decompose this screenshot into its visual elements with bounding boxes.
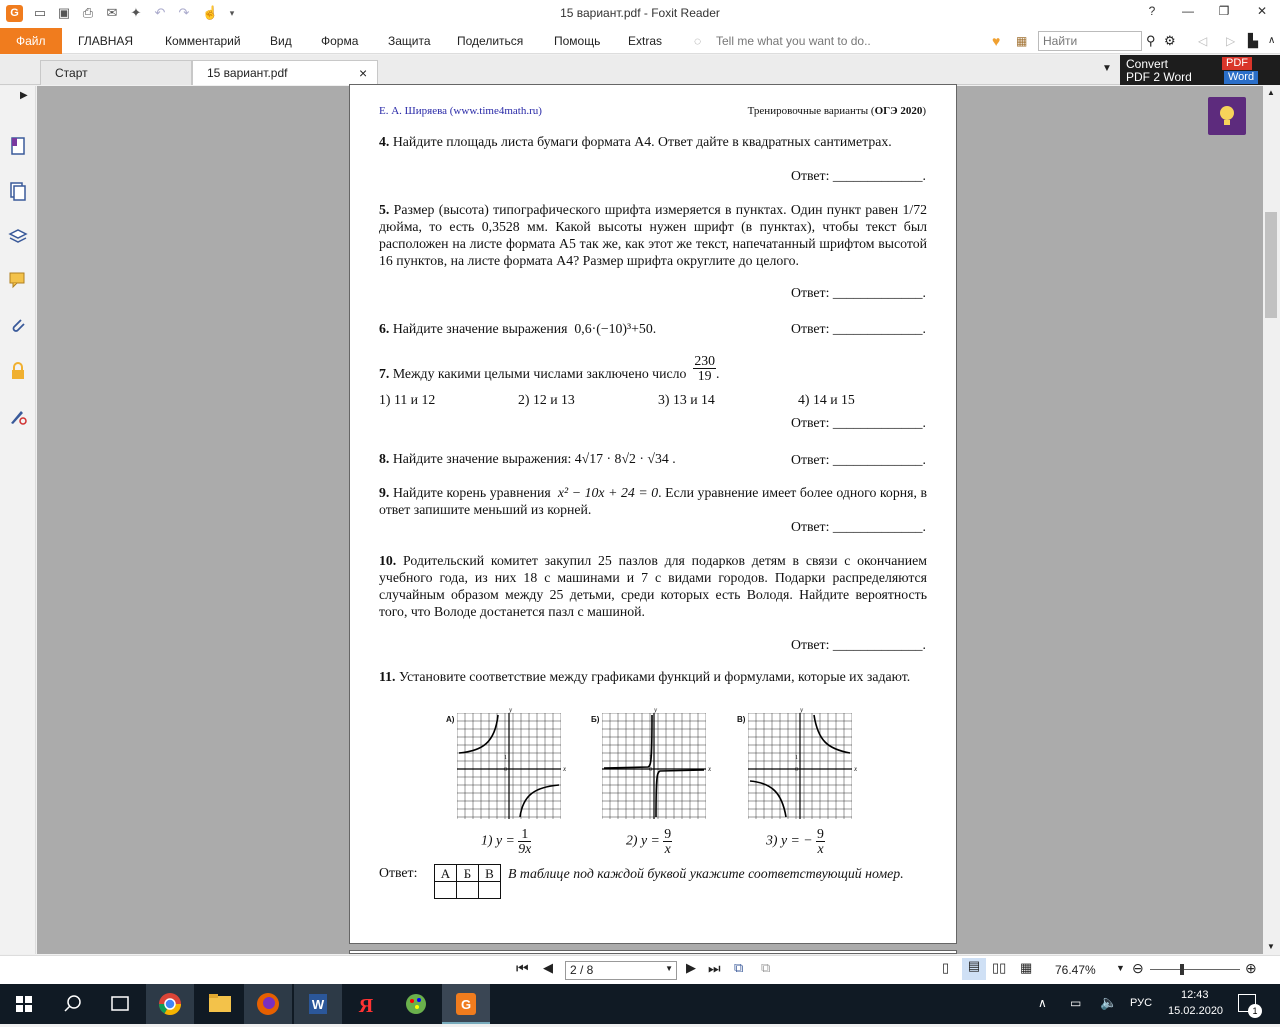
foxit-logo-icon: G [6,5,23,22]
answer-line-7: Ответ: _____________. [791,415,926,430]
graph-v-x-label: x [854,765,858,773]
layers-icon[interactable] [8,226,28,246]
formula-3: 3) y = − $\frac{9}{x}$ [766,826,824,856]
formula-1: 1) y = $\frac{1}{9x}$ [481,826,532,856]
formula-2: 2) y = $\frac{9}{x}$ [626,826,672,856]
continuous-page-icon[interactable]: ▤ [962,958,986,980]
page-dropdown-icon[interactable]: ▼ [665,964,673,973]
question-10: 10. Родительский комитет закупил 25 пазлов для подарков детям в связи с окончанием учебного года, из них 18 с машинами и 7 с видами городов. Подарки распределяются случайным образом между 25 детьми, среди которых есть Володя. Найдите вероятность того, что Володе достанется пазл с машиной. [379,553,927,619]
image-icon[interactable]: ▦ [1016,34,1028,48]
security-lock-icon[interactable] [8,361,28,381]
svg-text:G: G [460,997,472,1012]
print-icon[interactable]: ⎙ [82,5,94,20]
attachment-icon[interactable] [8,316,28,336]
answer-line-9: Ответ: _____________. [791,519,926,534]
graph-a-zero-label: 0 [504,767,507,773]
graph-label-b: Б) [591,715,600,724]
lightbulb-icon [1208,97,1246,135]
window-title: 15 вариант.pdf - Foxit Reader [560,6,720,20]
vertical-scrollbar-thumb[interactable] [1265,212,1277,318]
lightbulb-tips-button[interactable] [1208,97,1246,135]
network-icon[interactable]: ▭ [1070,996,1082,1010]
graph-v-y-label: y [800,706,804,714]
graph-b-one-label: 1 [649,755,652,761]
answer-line-4: Ответ: _____________. [791,168,926,183]
open-folder-icon[interactable]: ▭ [33,5,47,20]
page-header-author: Е. А. Ширяева (www.time4math.ru) [379,105,542,117]
language-indicator[interactable]: РУС [1130,997,1153,1009]
convert-line1: Convert [1126,57,1169,71]
next-page-icon[interactable]: ▶ [686,960,696,975]
menu-file[interactable]: Файл [0,28,62,54]
answer-table [434,864,501,899]
file-explorer-icon[interactable] [196,984,244,1024]
q8-expression: 4√17 · 8√2 · √34 . [574,451,676,466]
email-icon[interactable]: ✉ [106,5,118,20]
navigation-panel [0,86,36,954]
facing-pages-icon[interactable]: ▯▯ [992,960,1007,975]
last-page-icon[interactable]: ⏭ [708,960,721,976]
lightbulb-small-icon: ◌ [694,34,702,48]
expand-panel-icon[interactable]: ▶ [20,90,28,101]
question-8: 8. Найдите значение выражения: 4√17 · 8√2 · √34 . [379,451,676,466]
customize-dropdown-icon[interactable]: ▾ [229,8,235,18]
menu-protect[interactable]: Защита [388,34,431,48]
q7-option-1: 1) 11 и 12 [379,392,436,407]
minimize-button[interactable]: — [1182,4,1194,18]
q9-equation: x² − 10x + 24 = 0 [557,485,659,500]
zoom-level[interactable]: 76.47% [1055,963,1096,977]
word-icon[interactable] [294,984,342,1024]
previous-page-icon[interactable]: ◀ [543,960,553,975]
volume-icon[interactable]: 🔈 [1100,994,1118,1010]
tell-me-input[interactable]: Tell me what you want to do.. [716,34,871,48]
page-number-field[interactable]: 2 / 8 ▼ [565,961,677,980]
menu-home[interactable]: ГЛАВНАЯ [78,34,134,48]
graph-b [602,713,706,819]
graph-b-zero-label: 0 [649,767,652,773]
answer-table-note: В таблице под каждой буквой укажите соответствующий номер. [508,866,904,881]
graph-label-a: А) [446,715,455,724]
notification-count-badge: 1 [1248,1004,1262,1018]
answer-table-header-a: А [435,865,457,882]
user-account-icon[interactable]: ▙ [1248,33,1258,48]
graph-v-one-label: 1 [795,755,798,761]
svg-text:Я: Я [358,995,374,1017]
answer-table-label: Ответ: [379,865,418,880]
question-6: 6. Найдите значение выражения 0,6·(−10)³+50. [379,321,657,336]
menu-form[interactable]: Форма [321,34,359,48]
clock-date[interactable]: 15.02.2020 [1168,1005,1224,1017]
question-7: 7. Между какими целыми числами заключено число $\frac{230}{19}$ . [379,353,720,384]
task-view-icon[interactable] [96,984,144,1024]
graph-a-x-label: x [563,765,567,773]
convert-pdf2word-banner[interactable] [1120,55,1280,85]
answer-cell-v [479,882,501,899]
paint-tool-icon[interactable] [392,984,440,1024]
question-9: 9. Найдите корень уравнения x² − 10x + 24 = 0. Если уравнение имеет более одного корня, в ответ запишите меньший из корней. [379,485,927,517]
search-icon[interactable]: ⚲ [1146,33,1156,48]
question-4: 4. Найдите площадь листа бумаги формата А4. Ответ дайте в квадратных сантиметрах. [379,134,892,149]
word-badge: Word [1224,71,1258,84]
scroll-up-icon[interactable]: ▲ [1267,88,1275,97]
q7-option-3: 3) 13 и 14 [658,392,715,407]
answer-line-10: Ответ: _____________. [791,637,926,652]
tab-document-label: 15 вариант.pdf [207,66,288,80]
next-view-icon[interactable]: ⧉ [761,960,771,975]
answer-table-header-b: Б [457,865,479,882]
svg-text:W: W [311,997,325,1012]
yandex-browser-icon[interactable] [342,984,390,1024]
windows-taskbar [0,984,1280,1024]
q7-option-4: 4) 14 и 15 [798,392,855,407]
tabs-dropdown-icon[interactable]: ▼ [1102,63,1112,74]
search-taskbar-icon[interactable] [48,984,96,1024]
windows-start-icon[interactable] [0,984,48,1024]
zoom-in-icon[interactable]: ⊕ [1245,960,1257,976]
graph-v [748,713,852,819]
graph-a-one-label: 1 [504,755,507,761]
graph-label-v: В) [737,715,746,724]
document-tabs-bar [0,55,1280,85]
ribbon-menu-bar [0,28,1280,54]
tray-expand-icon[interactable]: ∧ [1038,996,1047,1010]
question-5: 5. Размер (высота) типографического шрифта измеряется в пунктах. Один пункт равен 1/72 дюйма, то есть 0,3528 мм. Какой высоты нужен шрифт (в пунктах), чтобы текст был расположен на листе формата А5 так же, как этот же текст, напечатанный шрифтом высотой 16 пунктов, на листе формата А4? Размер шрифта округлите до целого. [379,202,927,268]
q7-option-2: 2) 12 и 13 [518,392,575,407]
scroll-down-icon[interactable]: ▼ [1267,942,1275,951]
question-7-options [379,392,927,409]
search-input[interactable]: Найти [1038,31,1142,51]
title-bar [0,0,1280,28]
pdf-badge: PDF [1222,57,1252,70]
maximize-button[interactable]: ❐ [1218,4,1230,18]
close-tab-icon[interactable]: × [359,65,368,81]
menu-share[interactable]: Поделиться [457,34,524,48]
graph-v-zero-label: 0 [795,767,798,773]
previous-view-icon[interactable]: ⧉ [734,960,744,975]
pages-thumbnail-icon[interactable] [8,182,28,202]
prev-result-icon[interactable]: ◁ [1198,34,1208,48]
question-11: 11. Установите соответствие между графиками функций и формулами, которые их задают. [379,669,911,684]
menu-view[interactable]: Вид [270,34,292,48]
answer-line-6: Ответ: _____________. [791,321,926,336]
q6-expression: 0,6·(−10)³+50. [574,321,657,336]
first-page-icon[interactable]: ⏮ [516,960,529,976]
hand-tool-icon[interactable]: ☝ [202,5,219,20]
answer-cell-b [457,882,479,899]
clock-time[interactable]: 12:43 [1181,989,1209,1001]
page-header-title: Тренировочные варианты (ОГЭ 2020) [747,105,926,117]
menu-comment[interactable]: Комментарий [165,34,241,48]
comments-icon[interactable] [8,270,28,290]
q7-fraction: $\frac{230}{19}$ [694,353,716,384]
redo-icon[interactable]: ↷ [178,5,190,20]
graph-b-x-label: x [708,765,712,773]
collapse-ribbon-icon[interactable]: ∧ [1268,35,1276,46]
zoom-dropdown-icon[interactable]: ▼ [1116,963,1125,973]
continuous-facing-icon[interactable]: ▦ [1020,960,1033,975]
new-icon[interactable]: ✦ [130,5,142,20]
graph-a-y-label: y [509,706,513,714]
menu-extras[interactable]: Extras [628,34,663,48]
zoom-slider-thumb[interactable] [1180,964,1184,975]
settings-gear-icon[interactable]: ⚙ [1164,33,1176,48]
zoom-slider[interactable] [1150,969,1240,970]
zoom-out-icon[interactable]: ⊖ [1132,960,1144,976]
answer-line-5: Ответ: _____________. [791,285,926,300]
help-button[interactable]: ? [1148,4,1156,18]
foxit-taskbar-icon[interactable] [442,984,490,1024]
heart-icon[interactable]: ♥ [992,33,1001,49]
convert-line2: PDF 2 Word [1126,70,1192,84]
signature-icon[interactable] [8,406,28,426]
pdf-next-page-edge [349,950,957,954]
close-window-button[interactable]: ✕ [1256,4,1268,18]
answer-cell-a [435,882,457,899]
answer-table-header-v: В [479,865,501,882]
status-bar [0,955,1280,984]
tab-start-label: Старт [55,66,88,80]
save-icon[interactable]: ▣ [57,5,71,20]
chrome-icon[interactable] [146,984,194,1024]
tab-document[interactable] [192,60,378,85]
menu-help[interactable]: Помощь [554,34,601,48]
undo-icon[interactable]: ↶ [154,5,166,20]
single-page-icon[interactable]: ▯ [942,960,950,975]
next-result-icon[interactable]: ▷ [1226,34,1236,48]
tab-start[interactable] [40,60,192,85]
pdf-page [349,84,957,944]
answer-line-8: Ответ: _____________. [791,452,926,467]
graph-a [457,713,561,819]
bookmark-icon[interactable] [8,136,28,156]
firefox-icon[interactable] [244,984,292,1024]
graph-b-y-label: y [654,706,658,714]
